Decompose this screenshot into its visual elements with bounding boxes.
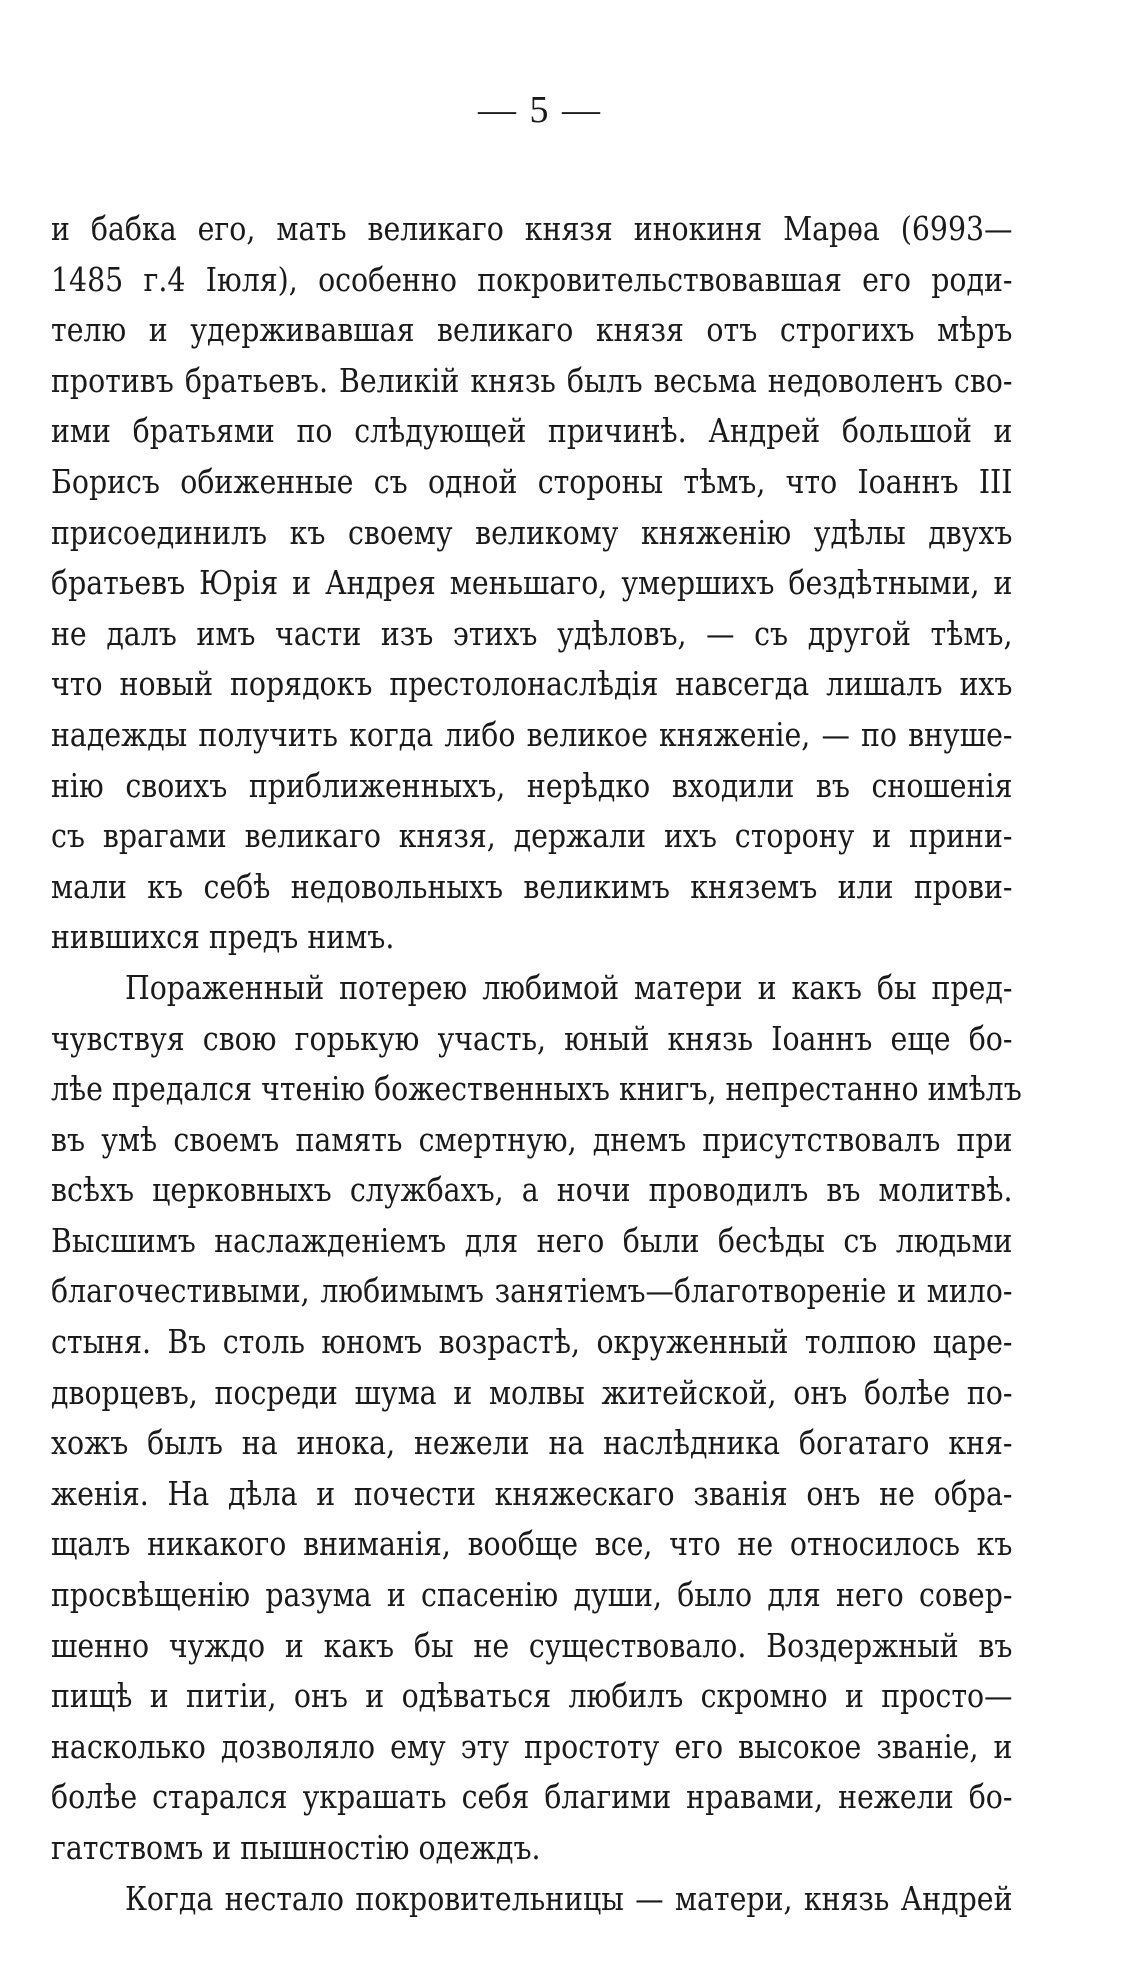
text-line: въ умѣ своемъ память смертную, днемъ присутствовалъ при	[51, 1119, 1013, 1159]
text-line: мали къ себѣ недовольныхъ великимъ княземъ или прови-	[51, 866, 1013, 906]
text-line: Борисъ обиженные съ одной стороны тѣмъ, что Іоаннъ III	[51, 461, 1013, 501]
text-line: лѣе предался чтенію божественныхъ книгъ, непрестанно имѣлъ	[51, 1069, 1022, 1109]
text-line: болѣе старался украшать себя благими нравами, нежели бо-	[51, 1777, 1013, 1817]
text-line: женія. На дѣла и почести княжескаго званія онъ не обра-	[51, 1473, 1013, 1513]
text-line: что новый порядокъ престолонаслѣдія навсегда лишалъ ихъ	[51, 664, 1013, 704]
text-line: не далъ имъ части изъ этихъ удѣловъ, — съ другой тѣмъ,	[51, 613, 1013, 653]
text-line: дворцевъ, посреди шума и молвы житейской, онъ болѣе по-	[51, 1372, 1013, 1412]
text-line: благочестивыми, любимымъ занятіемъ—благотвореніе и мило-	[51, 1271, 1013, 1311]
text-line: телю и удерживавшая великаго князя отъ строгихъ мѣръ	[51, 310, 1013, 350]
text-line: противъ братьевъ. Великій князь былъ весьма недоволенъ сво-	[51, 360, 1013, 400]
text-line: щалъ никакого вниманія, вообще все, что не относилось къ	[51, 1524, 1013, 1564]
text-line: съ врагами великаго князя, держали ихъ сторону и прини-	[51, 816, 1013, 856]
text-line: Высшимъ наслажденіемъ для него были бесѣды съ людьми	[51, 1220, 1013, 1260]
text-line: нію своихъ приближенныхъ, нерѣдко входили въ сношенія	[51, 765, 1013, 805]
text-line: просвѣщенію разума и спасенію души, было для него совер-	[51, 1575, 1013, 1615]
text-line: ими братьями по слѣдующей причинѣ. Андрей большой и	[51, 411, 1013, 451]
text-line: насколько дозволяло ему эту простоту его высокое званіе, и	[51, 1726, 1013, 1766]
text-line: всѣхъ церковныхъ службахъ, а ночи проводилъ въ молитвѣ.	[51, 1170, 1013, 1210]
text-line: хожъ былъ на инока, нежели на наслѣдника богатаго кня-	[51, 1423, 1013, 1463]
text-line: гатствомъ и пышностію одеждъ.	[51, 1828, 541, 1867]
body-text	[51, 204, 1022, 1924]
text-line: и бабка его, мать великаго князя инокиня Марѳа (6993—	[51, 209, 1013, 248]
paragraph-start-line: Когда нестало покровительницы — матери, князь Андрей	[124, 1878, 1013, 1918]
text-line: 1485 г.4 Іюля), особенно покровительствовавшая его роди-	[51, 259, 1013, 299]
text-line: нившихся предъ нимъ.	[51, 917, 395, 957]
text-line: присоединилъ къ своему великому княженію удѣлы двухъ	[51, 512, 1013, 552]
text-line: братьевъ Юрія и Андрея меньшаго, умершихъ бездѣтными, и	[51, 563, 1013, 603]
text-line: шенно чуждо и какъ бы не существовало. Воздержный въ	[51, 1625, 1013, 1665]
text-line: стыня. Въ столь юномъ возрастѣ, окруженный толпою царе-	[51, 1322, 1013, 1362]
paragraph-start-line: Пораженный потерею любимой матери и какъ бы пред-	[124, 967, 1013, 1007]
text-line: надежды получить когда либо великое княженіе, — по внуше-	[51, 714, 1013, 754]
text-line: чувствуя свою горькую участь, юный князь Іоаннъ еще бо-	[51, 1018, 1013, 1058]
text-line: пищѣ и питіи, онъ и одѣваться любилъ скромно и просто—	[51, 1676, 1013, 1716]
page-number: — 5 —	[478, 89, 602, 131]
